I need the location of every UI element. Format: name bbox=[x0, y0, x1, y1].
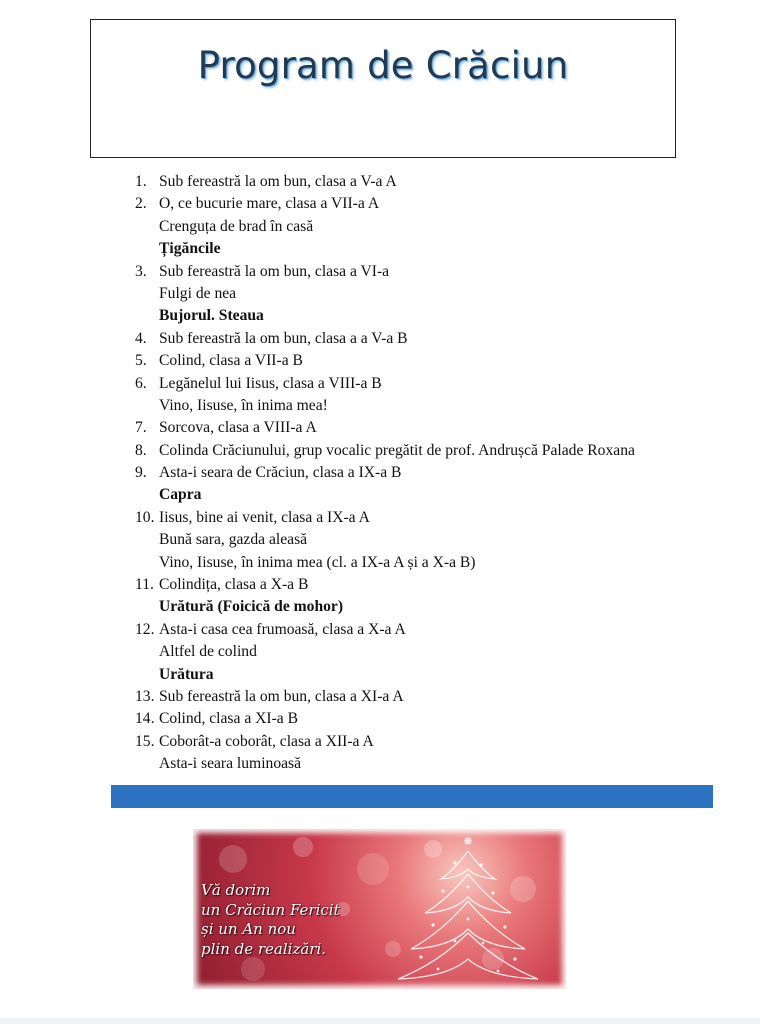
program-item bbox=[0, 641, 760, 663]
program-item-text: Vino, Iisuse, în inima mea (cl. a IX-a A și a X-a B) bbox=[159, 553, 476, 571]
program-item-text: Sub fereastră la om bun, clasa a XI-a A bbox=[159, 687, 404, 705]
program-item bbox=[0, 305, 760, 327]
program-item-number: 11. bbox=[135, 576, 154, 594]
program-item-text: Fulgi de nea bbox=[159, 284, 237, 302]
program-item-text: Sub fereastră la om bun, clasa a V-a A bbox=[159, 173, 397, 190]
program-item bbox=[0, 686, 760, 708]
program-item-number: 12. bbox=[135, 620, 155, 638]
program-item-text: Legănelul lui Iisus, clasa a VIII-a B bbox=[159, 374, 382, 392]
program-item-heading: Țigăncile bbox=[159, 240, 221, 258]
program-item-text: Asta-i casa cea frumoasă, clasa a X-a A bbox=[159, 620, 406, 638]
program-item-text: Colinda Crăciunului, grup vocalic pregătit de prof. Andrușcă Palade Roxana bbox=[159, 441, 635, 459]
program-item-number: 7. bbox=[135, 419, 147, 437]
bottom-strip bbox=[0, 1018, 760, 1024]
program-item-number: 9. bbox=[135, 464, 147, 482]
program-item-number: 2. bbox=[135, 195, 147, 213]
program-item bbox=[0, 462, 760, 484]
program-item bbox=[0, 395, 760, 417]
program-item-text: Colind, clasa a VII-a B bbox=[159, 352, 303, 370]
program-item bbox=[0, 708, 760, 730]
program-item-text: O, ce bucurie mare, clasa a VII-a A bbox=[159, 195, 380, 213]
greeting-text bbox=[201, 881, 340, 959]
program-item-number: 13. bbox=[135, 687, 155, 705]
greeting-line: și un An nou bbox=[201, 920, 296, 938]
program-item bbox=[0, 283, 760, 305]
program-item-text: Sorcova, clasa a VIII-a A bbox=[159, 419, 317, 437]
program-item-heading: Capra bbox=[159, 486, 202, 504]
program-item-text: Vino, Iisuse, în inima mea! bbox=[159, 396, 328, 414]
blue-divider-bar bbox=[111, 785, 713, 808]
program-item bbox=[0, 171, 760, 193]
christmas-greeting-card bbox=[193, 829, 566, 989]
program-item bbox=[0, 193, 760, 215]
program-item bbox=[0, 529, 760, 551]
program-item-number: 10. bbox=[135, 508, 155, 526]
greeting-line: Vă dorim bbox=[201, 881, 271, 899]
program-item-number: 5. bbox=[135, 352, 147, 370]
program-item bbox=[0, 216, 760, 238]
program-item-text: Sub fereastră la om bun, clasa a VI-a bbox=[159, 262, 390, 280]
program-item-number: 3. bbox=[135, 262, 147, 280]
program-item-text: Colindița, clasa a X-a B bbox=[159, 576, 309, 594]
program-item-text: Asta-i seara luminoasă bbox=[159, 755, 302, 773]
program-item-number: 1. bbox=[135, 173, 147, 190]
program-item bbox=[0, 596, 760, 618]
title-box bbox=[90, 19, 676, 158]
program-item bbox=[0, 484, 760, 506]
program-item-number: 6. bbox=[135, 374, 147, 392]
program-item bbox=[0, 731, 760, 753]
program-item-text: Crenguța de brad în casă bbox=[159, 217, 314, 235]
greeting-line: plin de realizări. bbox=[201, 939, 327, 958]
program-item-text: Coborât-a coborât, clasa a XII-a A bbox=[159, 732, 374, 750]
program-item bbox=[0, 664, 760, 686]
program-item-text: Iisus, bine ai venit, clasa a IX-a A bbox=[159, 508, 370, 526]
program-item bbox=[0, 261, 760, 283]
program-item-number: 4. bbox=[135, 329, 147, 347]
program-list bbox=[0, 171, 760, 776]
program-item bbox=[0, 507, 760, 529]
program-item-number: 8. bbox=[135, 441, 147, 459]
program-item bbox=[0, 328, 760, 350]
program-item-number: 14. bbox=[135, 710, 155, 728]
program-item-text: Altfel de colind bbox=[159, 643, 257, 661]
program-item bbox=[0, 574, 760, 596]
program-item-text: Colind, clasa a XI-a B bbox=[159, 710, 299, 728]
program-item-text: Sub fereastră la om bun, clasa a a V-a B bbox=[159, 329, 408, 347]
program-item bbox=[0, 753, 760, 775]
program-item-text: Bună sara, gazda aleasă bbox=[159, 531, 308, 549]
program-item-heading: Urătura bbox=[159, 665, 214, 683]
program-item-heading: Bujorul. Steaua bbox=[159, 307, 264, 325]
program-item-number: 15. bbox=[135, 732, 155, 750]
program-item bbox=[0, 350, 760, 372]
page-title: Program de Crăciun bbox=[197, 44, 569, 87]
program-item bbox=[0, 238, 760, 260]
program-item bbox=[0, 440, 760, 462]
program-item bbox=[0, 373, 760, 395]
program-item-heading: Urătură (Foicică de mohor) bbox=[159, 598, 344, 616]
program-item bbox=[0, 417, 760, 439]
program-item bbox=[0, 552, 760, 574]
program-item bbox=[0, 619, 760, 641]
greeting-line: un Crăciun Fericit bbox=[201, 900, 340, 919]
program-item-text: Asta-i seara de Crăciun, clasa a IX-a B bbox=[159, 464, 402, 482]
